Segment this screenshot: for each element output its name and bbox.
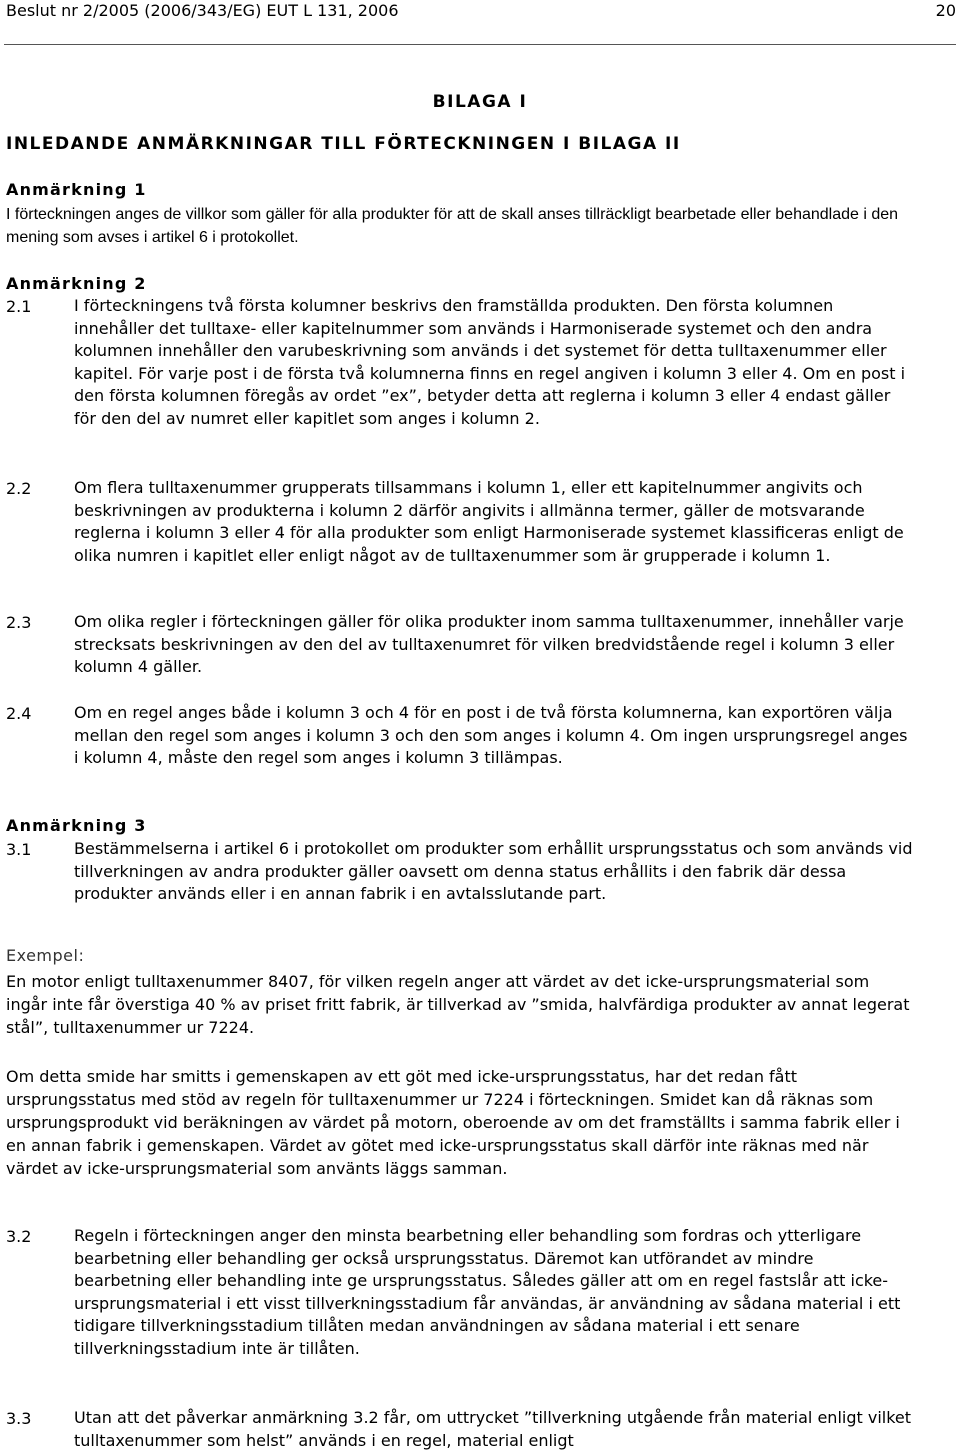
document-header-reference: Beslut nr 2/2005 (2006/343/EG) EUT L 131, 2006 xyxy=(6,1,399,20)
note-1-text: I förteckningen anges de villkor som gäller för alla produkter för att de skall anses tillräckligt bearbetade eller behandlade i den mening som avses i artikel 6 i protokollet. xyxy=(6,206,899,246)
page-number: 20 xyxy=(935,1,956,20)
item-2-4-number: 2.4 xyxy=(6,704,32,723)
item-2-2-text: Om flera tulltaxenummer grupperats tillsammans i kolumn 1, eller ett kapitelnummer angivits och beskrivningen av produkterna i kolumn 2 därför angivits i allmänna termer, gäller de motsvarande reglerna i kolumn 3 eller 4 för alla produkter som enligt Harmoniserade systemet klassificeras enligt de olika numren i kapitlet eller enligt något av de tulltaxenummer som är grupperade i kolumn 1. xyxy=(74,478,904,565)
item-2-3-text: Om olika regler i förteckningen gäller för olika produkter inom samma tulltaxenummer, innehåller varje strecksats beskrivningen av den del av tulltaxenumret för vilken bredvidstående regel i kolumn 3 eller kolumn 4 gäller. xyxy=(74,612,904,677)
bilaga-title: BILAGA I xyxy=(432,92,528,112)
item-3-2-number: 3.2 xyxy=(6,1227,32,1246)
item-2-4-text: Om en regel anges både i kolumn 3 och 4 för en post i de två första kolumnerna, kan exportören välja mellan den regel som anges i kolumn 3 och den som anges i kolumn 4. Om ingen ursprungsregel anges i kolumn 4, måste den regel som anges i kolumn 3 tillämpas. xyxy=(74,703,908,768)
example-paragraph-2: Om detta smide har smitts i gemenskapen av ett göt med icke-ursprungsstatus, har det redan fått ursprungsstatus med stöd av regeln för tulltaxenummer ur 7224 i förteckningen. Smidet kan då räknas som ursprungsprodukt vid beräkningen av värdet på motorn, oberoende av om det framställts i samma fabrik eller i en annan fabrik i gemenskapen. Värdet av götet med icke-ursprungsstatus skall därför inte räknas med när värdet av icke-ursprungsmaterial som använts läggs samman. xyxy=(6,1067,900,1178)
item-3-3-number: 3.3 xyxy=(6,1409,32,1428)
section-title: INLEDANDE ANMÄRKNINGAR TILL FÖRTECKNINGEN I BILAGA II xyxy=(6,134,681,154)
note-2-title: Anmärkning 2 xyxy=(6,274,147,293)
note-3-title: Anmärkning 3 xyxy=(6,816,147,835)
header-divider xyxy=(4,44,956,45)
item-3-1-text: Bestämmelserna i artikel 6 i protokollet om produkter som erhållit ursprungsstatus och som används vid tillverkningen av andra produkter gäller oavsett om denna status erhållits i den fabrik där dessa produkter används eller i en annan fabrik i en avtalsslutande part. xyxy=(74,839,913,904)
example-label: Exempel: xyxy=(6,946,85,965)
item-2-1-text: I förteckningens två första kolumner beskrivs den framställda produkten. Den första kolumnen innehåller det tulltaxe- eller kapitelnummer som används i Harmoniserade systemet och den andra kolumnen innehåller den varubeskrivning som används i det systemet för detta tulltaxenummer eller kapitel. För varje post i de första två kolumnerna finns en regel angiven i kolumn 3 eller 4. Om en post i den första kolumnen föregås av ordet ”ex”, betyder detta att reglerna i kolumn 3 eller 4 endast gäller för den del av numret eller kapitlet som anges i kolumn 2. xyxy=(74,296,906,428)
item-2-2-number: 2.2 xyxy=(6,479,32,498)
item-3-1-number: 3.1 xyxy=(6,840,32,859)
item-3-2-text: Regeln i förteckningen anger den minsta bearbetning eller behandling som fordras och ytterligare bearbetning eller behandling ger också ursprungsstatus. Däremot kan utförandet av mindre bearbetning eller behandling inte ge ursprungsstatus. Således gäller att om en regel fastslår att icke-ursprungsmaterial i ett visst tillverkningsstadium får användas, är användning av sådana material i ett tidigare tillverkningsstadium tillåten medan användningen av sådana material i ett senare tillverkningsstadium inte är tillåten. xyxy=(74,1226,901,1358)
item-2-1-number: 2.1 xyxy=(6,297,32,316)
example-paragraph-1: En motor enligt tulltaxenummer 8407, för vilken regeln anger att värdet av det icke-ursprungsmaterial som ingår inte får överstiga 40 % av priset fritt fabrik, är tillverkad av ”smida, halvfärdiga produkter av annat legerat stål”, tulltaxenummer ur 7224. xyxy=(6,972,910,1037)
item-2-3-number: 2.3 xyxy=(6,613,32,632)
item-3-3-text: Utan att det påverkar anmärkning 3.2 får, om uttrycket ”tillverkning utgående från material enligt vilket tulltaxenummer som helst” används i en regel, material enligt xyxy=(74,1408,912,1450)
note-1-title: Anmärkning 1 xyxy=(6,180,147,199)
